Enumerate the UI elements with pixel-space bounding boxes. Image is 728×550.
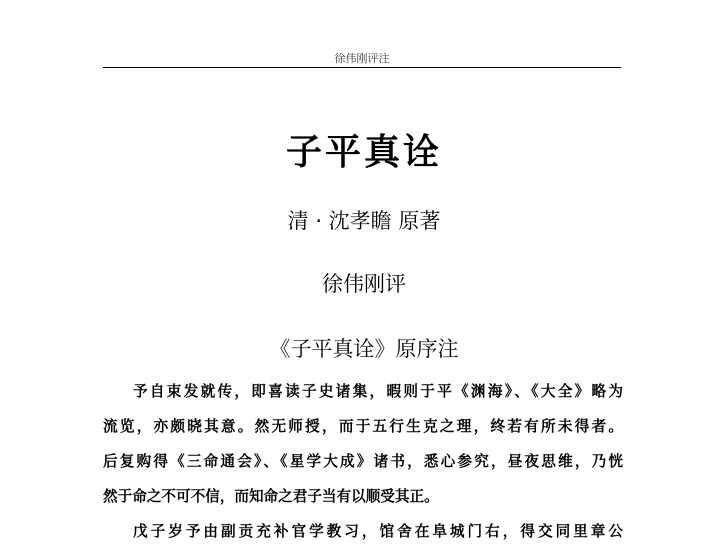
paragraph-line: 然于命之不可不信，而知命之君子当有以顺受其正。 — [103, 488, 439, 505]
commentator-line: 徐伟刚评 — [322, 272, 406, 296]
paragraph-line: 戊子岁予由副贡充补官学教习，馆舍在阜城门右，得交同里章公 — [133, 523, 623, 540]
preface-body — [103, 374, 623, 549]
paragraph-2 — [103, 514, 623, 549]
running-header: 徐伟刚评注 — [334, 52, 390, 65]
author-line: 清 · 沈孝瞻 原著 — [287, 209, 441, 233]
header-rule — [103, 67, 621, 68]
section-heading: 《子平真诠》原序注 — [269, 337, 459, 361]
paragraph-line: 后复购得《三命通会》、《星学大成》诸书，悉心参究，昼夜思维，乃恍 — [103, 453, 623, 470]
paragraph-1 — [103, 374, 623, 514]
paragraph-line: 流览，亦颇晓其意。然无师授，而于五行生克之理，终若有所未得者。 — [103, 418, 623, 435]
book-title: 子平真诠 — [285, 131, 442, 173]
paragraph-line: 予自束发就传，即喜读子史诸集，暇则于平《渊海》、《大全》略为 — [133, 383, 623, 400]
